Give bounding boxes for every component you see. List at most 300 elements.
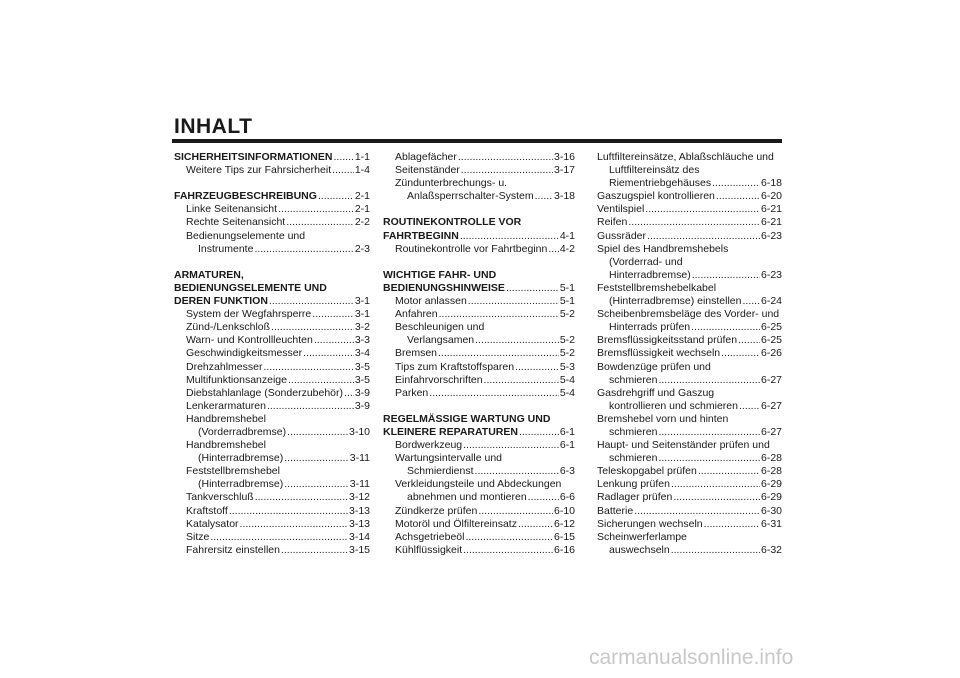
toc-entry[interactable] [383, 439, 575, 452]
toc-entry-title: Bedienungselemente und [186, 229, 306, 242]
toc-entry-title: Bremsflüssigkeitsstand prüfen [597, 334, 738, 347]
toc-section-heading [174, 282, 370, 295]
toc-entry[interactable] [597, 347, 782, 360]
toc-section-heading[interactable] [383, 230, 575, 243]
toc-entry-title: Beschleunigen und [395, 321, 485, 334]
toc-entry-title: Batterie [597, 504, 634, 517]
toc-entry[interactable] [597, 203, 782, 216]
toc-page-number: 6-26 [760, 347, 782, 360]
toc-page-number: 3-9 [354, 386, 370, 399]
toc-section-heading [174, 269, 370, 282]
toc-entry [597, 243, 782, 256]
toc-dot-leader [229, 505, 348, 518]
toc-entry[interactable] [174, 505, 370, 518]
toc-page-number: 6-10 [553, 504, 575, 517]
toc-entry-title: Multifunktionsanzeige [186, 373, 287, 386]
toc-page-number: 3-9 [354, 399, 370, 412]
toc-dot-leader [461, 164, 553, 177]
toc-page-number: 2-2 [354, 216, 370, 229]
toc-entry-title: Teleskopgabel prüfen [597, 465, 697, 478]
toc-entry[interactable] [174, 203, 370, 216]
toc-entry-title: Sicherungen wechseln [597, 517, 703, 530]
toc-entry-title: (Vorderradbremse) [198, 425, 287, 438]
toc-page-number: 6-25 [760, 321, 782, 334]
toc-entry-title: (Hinterradbremse) einstellen [609, 295, 742, 308]
toc-entry-title: (Vorderrad- und [609, 255, 683, 268]
toc-entry[interactable] [174, 387, 370, 400]
toc-page-number: 2-3 [354, 242, 370, 255]
toc-entry[interactable] [383, 295, 575, 308]
toc-dot-leader [271, 321, 354, 334]
toc-dot-leader [314, 334, 354, 347]
toc-spacer [383, 203, 575, 216]
toc-entry[interactable] [383, 518, 575, 531]
toc-entry-title: Ablagefächer [395, 151, 457, 163]
toc-page-number: 2-1 [354, 203, 370, 216]
toc-entry [597, 361, 782, 374]
toc-dot-leader [332, 164, 354, 177]
toc-entry[interactable] [174, 452, 370, 465]
toc-entry[interactable] [383, 491, 575, 504]
toc-dot-leader [484, 374, 559, 387]
toc-spacer [174, 177, 370, 190]
toc-entry-title: Einfahrvorschriften [395, 373, 483, 386]
toc-entry[interactable] [174, 334, 370, 347]
toc-entry-title: Spiel des Handbremshebels [597, 242, 729, 255]
toc-page-number: 6-23 [760, 229, 782, 242]
toc-dot-leader [518, 518, 553, 531]
toc-page-number: 6-6 [559, 491, 575, 504]
toc-dot-leader [465, 531, 553, 544]
toc-entry [597, 387, 782, 400]
toc-dot-leader [255, 491, 348, 504]
toc-page-number: 6-27 [760, 425, 782, 438]
toc-page-number: 6-21 [760, 203, 782, 216]
toc-entry-title: Achsgetriebeöl [395, 530, 465, 543]
title-divider [172, 139, 782, 143]
toc-dot-leader [548, 243, 558, 256]
toc-page-number: 6-27 [760, 373, 782, 386]
toc-page-number: 3-11 [349, 452, 370, 465]
toc-entry[interactable] [597, 400, 782, 413]
toc-dot-leader [658, 452, 760, 465]
toc-entry-title: Gaszugspiel kontrollieren [597, 190, 715, 203]
toc-entry-title: Radlager prüfen [597, 491, 673, 504]
toc-entry[interactable] [597, 230, 782, 243]
toc-dot-leader [721, 347, 760, 360]
toc-dot-leader [478, 505, 553, 518]
toc-entry-title: auswechseln [609, 543, 670, 556]
toc-entry-title: Kühlflüssigkeit [395, 543, 463, 556]
toc-entry-title: Seitenständer [395, 164, 460, 177]
toc-entry [383, 452, 575, 465]
toc-page-number: 3-16 [553, 151, 575, 163]
toc-dot-leader [429, 387, 559, 400]
toc-dot-leader [263, 361, 353, 374]
toc-entry-title: Luftfiltereinsätz des [609, 164, 700, 177]
toc-dot-leader [318, 190, 354, 203]
toc-dot-leader [463, 544, 553, 557]
toc-page-number: 6-20 [760, 190, 782, 203]
toc-page-number: 3-2 [354, 321, 370, 334]
toc-page-number: 3-15 [348, 543, 370, 556]
toc-entry[interactable] [597, 465, 782, 478]
toc-entry[interactable] [383, 151, 575, 164]
toc-entry-title: WICHTIGE FAHR- UND [383, 268, 497, 281]
toc-dot-leader [284, 478, 349, 491]
toc-dot-leader [645, 203, 760, 216]
toc-page-number: 6-32 [760, 543, 782, 556]
toc-entry [597, 256, 782, 269]
toc-entry-title: KLEINERE REPARATUREN [383, 425, 518, 438]
toc-entry-title: Lenkerarmaturen [186, 399, 266, 412]
toc-entry-title: (Hinterradbremse) [198, 478, 284, 491]
toc-entry-title: Weitere Tips zur Fahrsicherheit [186, 164, 332, 177]
toc-column-2 [383, 151, 575, 557]
toc-section-heading [383, 413, 575, 426]
toc-entry-title: Gussräder [597, 229, 647, 242]
toc-page-number: 6-1 [559, 425, 575, 438]
toc-dot-leader [254, 243, 353, 256]
toc-entry[interactable] [597, 269, 782, 282]
toc-entry [597, 439, 782, 452]
toc-entry-title: Warn- und Kontrollleuchten [186, 334, 313, 347]
toc-entry-title: schmieren [609, 452, 658, 465]
toc-entry[interactable] [174, 216, 370, 229]
toc-page-number: 3-11 [349, 478, 370, 491]
toc-page-number: 6-15 [553, 530, 575, 543]
toc-entry [383, 177, 575, 190]
toc-entry-title: Wartungsintervalle und [395, 452, 502, 465]
toc-entry-title: schmieren [609, 425, 658, 438]
toc-dot-leader [739, 400, 760, 413]
toc-page-number: 6-1 [559, 439, 575, 452]
toc-dot-leader [634, 505, 760, 518]
toc-entry-title: Riementriebgehäuses [609, 177, 712, 190]
toc-entry-title: abnehmen und montieren [407, 491, 527, 504]
toc-entry-title: schmieren [609, 373, 658, 386]
toc-entry-title: Instrumente [198, 242, 254, 255]
toc-page-number: 6-27 [760, 399, 782, 412]
toc-entry [174, 413, 370, 426]
toc-entry [174, 439, 370, 452]
toc-page-number: 6-16 [553, 543, 575, 556]
toc-dot-leader [312, 308, 354, 321]
toc-dot-leader [284, 452, 349, 465]
toc-entry-title: (Hinterradbremse) [198, 452, 284, 465]
toc-page-number: 6-31 [760, 517, 782, 530]
toc-dot-leader [673, 491, 760, 504]
toc-entry [174, 465, 370, 478]
toc-entry [174, 230, 370, 243]
toc-entry [597, 413, 782, 426]
toc-entry-title: Handbremshebel [186, 412, 266, 425]
toc-entry-title: BEDIENUNGSHINWEISE [383, 281, 505, 294]
toc-dot-leader [628, 216, 760, 229]
toc-page-number: 3-1 [354, 295, 370, 308]
toc-entry-title: DEREN FUNKTION [174, 295, 268, 308]
toc-page-number: 6-28 [760, 452, 782, 465]
toc-page-number: 1-1 [354, 151, 370, 163]
toc-entry[interactable] [174, 491, 370, 504]
toc-entry[interactable] [174, 243, 370, 256]
toc-entry[interactable] [174, 164, 370, 177]
toc-entry[interactable] [383, 505, 575, 518]
toc-entry[interactable] [597, 321, 782, 334]
toc-entry[interactable] [597, 478, 782, 491]
toc-entry-title: Geschwindigkeitsmesser [186, 347, 303, 360]
toc-column-3 [597, 151, 782, 557]
toc-dot-leader [671, 544, 760, 557]
toc-dot-leader [269, 295, 354, 308]
toc-entry-title: System der Wegfahrsperre [186, 308, 312, 321]
toc-entry-title: Bordwerkzeug [395, 439, 463, 452]
toc-dot-leader [468, 295, 559, 308]
toc-entry-title: Feststellbremshebelkabel [597, 281, 717, 294]
toc-entry[interactable] [383, 361, 575, 374]
toc-entry-title: Verlangsamen [407, 334, 475, 347]
toc-page-number: 3-10 [348, 425, 370, 438]
toc-dot-leader [278, 203, 354, 216]
toc-entry-title: FAHRZEUGBESCHREIBUNG [174, 190, 317, 203]
toc-page-number: 3-13 [348, 517, 370, 530]
toc-dot-leader [515, 361, 559, 374]
toc-entry [597, 164, 782, 177]
toc-entry-title: Motor anlassen [395, 295, 467, 308]
toc-entry-title: Zündkerze prüfen [395, 504, 478, 517]
toc-entry-title: Fahrersitz einstellen [186, 543, 280, 556]
toc-entry[interactable] [597, 505, 782, 518]
toc-page-number: 5-4 [559, 386, 575, 399]
toc-dot-leader [333, 151, 353, 164]
toc-dot-leader [439, 308, 559, 321]
toc-entry-title: FAHRTBEGINN [383, 229, 459, 242]
toc-entry-title: Parken [395, 386, 429, 399]
toc-entry[interactable] [383, 334, 575, 347]
toc-entry-title: Verkleidungsteile und Abdeckungen [395, 478, 562, 491]
toc-dot-leader [658, 374, 760, 387]
toc-entry-title: Scheinwerferlampe [597, 530, 687, 543]
toc-entry-title: Reifen [597, 216, 628, 229]
toc-entry-title: Hinterradbremse) [609, 268, 691, 281]
toc-entry[interactable] [597, 426, 782, 439]
toc-entry[interactable] [174, 308, 370, 321]
toc-entry[interactable] [383, 465, 575, 478]
toc-section-heading[interactable] [174, 295, 370, 308]
toc-dot-leader [286, 216, 354, 229]
toc-entry[interactable] [383, 243, 575, 256]
toc-entry-title: Scheibenbremsbeläge des Vorder- und [597, 308, 780, 321]
toc-entry-title: kontrollieren und schmieren [609, 399, 738, 412]
toc-entry-title: Tips zum Kraftstoffsparen [395, 360, 515, 373]
toc-entry-title: Zündunterbrechungs- u. [395, 177, 508, 190]
toc-entry-title: Rechte Seitenansicht [186, 216, 286, 229]
toc-entry-title: Bremshebel vorn und hinten [597, 412, 729, 425]
toc-dot-leader [692, 269, 760, 282]
toc-entry[interactable] [174, 518, 370, 531]
toc-entry-title: Katalysator [186, 517, 239, 530]
toc-page-number: 6-18 [760, 177, 782, 190]
toc-entry[interactable] [383, 164, 575, 177]
toc-entry-title: Handbremshebel [186, 439, 266, 452]
toc-entry-title: Linke Seitenansicht [186, 203, 278, 216]
toc-page-number: 2-1 [354, 190, 370, 203]
toc-dot-leader [647, 230, 760, 243]
toc-entry-title: Kraftstoff [186, 504, 228, 517]
toc-dot-leader [535, 190, 553, 203]
toc-entry-title: Anlaßsperrschalter-System [407, 190, 534, 203]
toc-entry-title: Sitze [186, 530, 210, 543]
toc-entry-title: Diebstahlanlage (Sonderzubehör) [186, 386, 344, 399]
toc-dot-leader [716, 190, 760, 203]
toc-entry-title: SICHERHEITSINFORMATIONEN [174, 151, 333, 163]
toc-page-number: 6-30 [760, 504, 782, 517]
toc-entry-title: Hinterrads prüfen [609, 321, 691, 334]
toc-dot-leader [460, 230, 559, 243]
toc-entry[interactable] [174, 426, 370, 439]
toc-dot-leader [281, 544, 348, 557]
toc-entry[interactable] [174, 374, 370, 387]
toc-entry-title: ROUTINEKONTROLLE VOR [383, 216, 522, 229]
toc-entry-title: Bremsen [395, 347, 438, 360]
toc-entry-title: BEDIENUNGSELEMENTE UND [174, 281, 327, 294]
toc-entry[interactable] [174, 478, 370, 491]
toc-page-number: 6-3 [559, 465, 575, 478]
toc-page-number: 6-23 [760, 268, 782, 281]
toc-entry[interactable] [597, 491, 782, 504]
toc-page-number: 3-17 [553, 164, 575, 177]
toc-entry[interactable] [597, 374, 782, 387]
toc-entry [597, 531, 782, 544]
toc-dot-leader [438, 347, 559, 360]
toc-entry[interactable] [383, 347, 575, 360]
toc-dot-leader [506, 282, 559, 295]
toc-section-heading[interactable] [383, 282, 575, 295]
toc-dot-leader [458, 151, 553, 164]
toc-page-number: 6-28 [760, 465, 782, 478]
toc-entry-title: Gasdrehgriff und Gaszug [597, 386, 715, 399]
toc-dot-leader [288, 374, 354, 387]
toc-entry[interactable] [174, 361, 370, 374]
toc-entry[interactable] [383, 190, 575, 203]
toc-dot-leader [463, 439, 559, 452]
toc-page-number: 6-21 [760, 216, 782, 229]
toc-entry[interactable] [383, 531, 575, 544]
toc-spacer [383, 400, 575, 413]
toc-page-number: 3-5 [354, 373, 370, 386]
toc-dot-leader [738, 334, 760, 347]
toc-page-number: 5-3 [559, 360, 575, 373]
toc-dot-leader [704, 518, 760, 531]
toc-entry-title: ARMATUREN, [174, 268, 244, 281]
toc-entry-title: Haupt- und Seitenständer prüfen und [597, 439, 770, 452]
toc-entry[interactable] [174, 347, 370, 360]
toc-section-heading [383, 216, 575, 229]
toc-page-number: 6-12 [553, 517, 575, 530]
toc-entry[interactable] [597, 295, 782, 308]
toc-entry[interactable] [597, 544, 782, 557]
toc-page-number: 5-4 [559, 373, 575, 386]
toc-entry [383, 478, 575, 491]
toc-section-heading[interactable] [174, 190, 370, 203]
toc-page-number: 6-25 [760, 334, 782, 347]
toc-entry [383, 321, 575, 334]
toc-dot-leader [691, 321, 760, 334]
toc-page-number: 6-29 [760, 478, 782, 491]
toc-page-number: 5-1 [559, 281, 575, 294]
toc-entry-title: Schmierdienst [407, 465, 474, 478]
watermark-text: carmanualsonline.info [589, 646, 794, 669]
toc-page-number: 4-1 [559, 229, 575, 242]
toc-entry[interactable] [597, 190, 782, 203]
toc-dot-leader [671, 478, 760, 491]
toc-page-number: 3-13 [348, 504, 370, 517]
toc-entry[interactable] [383, 308, 575, 321]
toc-entry[interactable] [383, 544, 575, 557]
toc-entry[interactable] [174, 544, 370, 557]
toc-entry-title: Bowdenzüge prüfen und [597, 360, 711, 373]
toc-entry [597, 151, 782, 164]
toc-dot-leader [712, 177, 760, 190]
toc-entry[interactable] [383, 387, 575, 400]
toc-page-number: 3-18 [553, 190, 575, 203]
toc-page-number: 4-2 [559, 242, 575, 255]
toc-entry[interactable] [597, 518, 782, 531]
toc-dot-leader [528, 491, 559, 504]
toc-dot-leader [267, 400, 354, 413]
toc-column-1 [174, 151, 370, 557]
toc-spacer [383, 256, 575, 269]
toc-page-number: 6-24 [760, 295, 782, 308]
toc-page-number: 3-3 [354, 334, 370, 347]
toc-entry[interactable] [597, 177, 782, 190]
toc-dot-leader [210, 531, 348, 544]
toc-spacer [174, 256, 370, 269]
toc-page-number: 3-5 [354, 360, 370, 373]
toc-page-number: 5-2 [559, 347, 575, 360]
toc-page-number: 3-14 [348, 530, 370, 543]
toc-entry[interactable] [174, 531, 370, 544]
toc-page-number: 5-1 [559, 295, 575, 308]
toc-dot-leader [698, 465, 760, 478]
toc-entry-title: Anfahren [395, 308, 438, 321]
toc-dot-leader [344, 387, 354, 400]
toc-entry-title: Ventilspiel [597, 203, 645, 216]
toc-entry[interactable] [174, 400, 370, 413]
toc-entry[interactable] [597, 334, 782, 347]
toc-entry-title: Drehzahlmesser [186, 360, 263, 373]
toc-entry[interactable] [597, 216, 782, 229]
toc-entry-title: Zünd-/Lenkschloß [186, 321, 271, 334]
toc-entry[interactable] [174, 321, 370, 334]
toc-entry-title: Motoröl und Ölfiltereinsatz [395, 517, 517, 530]
toc-section-heading[interactable] [174, 151, 370, 164]
toc-entry [597, 308, 782, 321]
toc-entry-title: REGELMÄSSIGE WARTUNG UND [383, 412, 551, 425]
toc-entry-title: Feststellbremshebel [186, 465, 280, 478]
toc-entry[interactable] [383, 374, 575, 387]
toc-entry[interactable] [597, 452, 782, 465]
toc-section-heading [383, 269, 575, 282]
toc-page-number: 5-2 [559, 334, 575, 347]
toc-dot-leader [240, 518, 348, 531]
toc-entry-title: Luftfiltereinsätze, Ablaßschläuche und [597, 151, 774, 163]
toc-dot-leader [742, 295, 760, 308]
toc-dot-leader [287, 426, 348, 439]
toc-page-number: 1-4 [354, 164, 370, 177]
toc-dot-leader [519, 426, 559, 439]
toc-section-heading[interactable] [383, 426, 575, 439]
